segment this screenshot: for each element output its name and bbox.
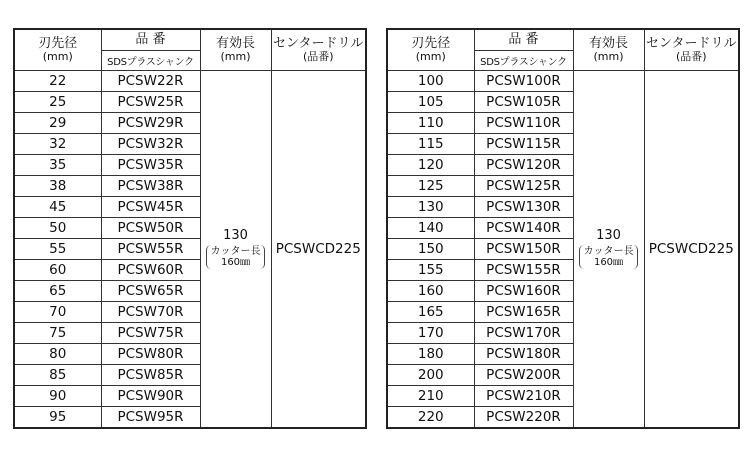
size-cell: 180 bbox=[387, 344, 474, 365]
size-cell: 100 bbox=[387, 71, 474, 92]
part-number-cell: PCSW150R bbox=[474, 239, 573, 260]
shank-header: SDSプラスシャンク bbox=[474, 50, 573, 71]
center-drill-cell: PCSWCD225 bbox=[644, 71, 739, 429]
center-drill-header-sub: (品番) bbox=[302, 50, 334, 63]
size-cell: 155 bbox=[387, 260, 474, 281]
size-cell: 115 bbox=[387, 134, 474, 155]
table-row bbox=[14, 71, 366, 92]
size-cell: 125 bbox=[387, 176, 474, 197]
spec-table-left-body bbox=[14, 71, 366, 429]
effective-length-header-label: 有効長 bbox=[588, 36, 628, 51]
center-drill-cell: PCSWCD225 bbox=[271, 71, 366, 429]
size-header bbox=[14, 29, 101, 71]
size-cell: 29 bbox=[14, 113, 101, 134]
size-cell: 45 bbox=[14, 197, 101, 218]
shank-header: SDSプラスシャンク bbox=[101, 50, 200, 71]
spec-table-right bbox=[386, 28, 740, 429]
size-header bbox=[387, 29, 474, 71]
part-no-header: 品 番 bbox=[101, 29, 200, 50]
cutter-length-value: 160㎜ bbox=[593, 257, 624, 268]
size-cell: 85 bbox=[14, 365, 101, 386]
size-header-unit: (mm) bbox=[42, 50, 73, 63]
part-number-cell: PCSW125R bbox=[474, 176, 573, 197]
size-cell: 140 bbox=[387, 218, 474, 239]
cutter-length-note bbox=[579, 245, 639, 269]
part-number-cell: PCSW80R bbox=[101, 344, 200, 365]
size-cell: 130 bbox=[387, 197, 474, 218]
size-header-unit: (mm) bbox=[415, 50, 446, 63]
center-drill-header bbox=[644, 29, 739, 71]
part-number-cell: PCSW110R bbox=[474, 113, 573, 134]
effective-length-cell bbox=[200, 71, 271, 429]
size-cell: 105 bbox=[387, 92, 474, 113]
effective-length-header-label: 有効長 bbox=[215, 36, 255, 51]
spec-table-right-body bbox=[387, 71, 739, 429]
part-number-cell: PCSW90R bbox=[101, 386, 200, 407]
size-header-label: 刃先径 bbox=[38, 36, 78, 51]
center-drill-header-label: センタードリル bbox=[646, 36, 737, 51]
size-cell: 22 bbox=[14, 71, 101, 92]
size-cell: 35 bbox=[14, 155, 101, 176]
size-cell: 90 bbox=[14, 386, 101, 407]
part-number-cell: PCSW105R bbox=[474, 92, 573, 113]
size-cell: 120 bbox=[387, 155, 474, 176]
size-cell: 32 bbox=[14, 134, 101, 155]
effective-length-header bbox=[200, 29, 271, 71]
part-no-header: 品 番 bbox=[474, 29, 573, 50]
center-drill-header bbox=[271, 29, 366, 71]
effective-length-value: 130 bbox=[223, 228, 248, 243]
part-number-cell: PCSW200R bbox=[474, 365, 573, 386]
part-number-cell: PCSW220R bbox=[474, 407, 573, 429]
part-number-cell: PCSW170R bbox=[474, 323, 573, 344]
size-cell: 75 bbox=[14, 323, 101, 344]
size-cell: 70 bbox=[14, 302, 101, 323]
part-number-cell: PCSW100R bbox=[474, 71, 573, 92]
effective-length-cell bbox=[573, 71, 644, 429]
part-number-cell: PCSW115R bbox=[474, 134, 573, 155]
size-cell: 38 bbox=[14, 176, 101, 197]
part-number-cell: PCSW35R bbox=[101, 155, 200, 176]
size-cell: 200 bbox=[387, 365, 474, 386]
part-number-cell: PCSW130R bbox=[474, 197, 573, 218]
part-number-cell: PCSW29R bbox=[101, 113, 200, 134]
size-cell: 95 bbox=[14, 407, 101, 429]
part-number-cell: PCSW25R bbox=[101, 92, 200, 113]
size-cell: 160 bbox=[387, 281, 474, 302]
part-number-cell: PCSW165R bbox=[474, 302, 573, 323]
spec-table-left bbox=[13, 28, 367, 429]
part-number-cell: PCSW85R bbox=[101, 365, 200, 386]
part-number-cell: PCSW120R bbox=[474, 155, 573, 176]
center-drill-header-label: センタードリル bbox=[273, 36, 364, 51]
cutter-length-label: カッター長 bbox=[583, 246, 634, 257]
part-number-cell: PCSW45R bbox=[101, 197, 200, 218]
size-cell: 65 bbox=[14, 281, 101, 302]
part-number-cell: PCSW60R bbox=[101, 260, 200, 281]
effective-length-header-unit: (mm) bbox=[593, 50, 624, 63]
size-cell: 50 bbox=[14, 218, 101, 239]
cutter-length-label: カッター長 bbox=[210, 246, 261, 257]
part-number-cell: PCSW38R bbox=[101, 176, 200, 197]
center-drill-header-sub: (品番) bbox=[675, 50, 707, 63]
size-cell: 80 bbox=[14, 344, 101, 365]
cutter-length-value: 160㎜ bbox=[220, 257, 251, 268]
effective-length-value: 130 bbox=[596, 228, 621, 243]
part-number-cell: PCSW140R bbox=[474, 218, 573, 239]
part-number-cell: PCSW32R bbox=[101, 134, 200, 155]
effective-length-header-unit: (mm) bbox=[220, 50, 251, 63]
part-number-cell: PCSW95R bbox=[101, 407, 200, 429]
size-cell: 25 bbox=[14, 92, 101, 113]
cutter-length-note bbox=[206, 245, 266, 269]
size-cell: 150 bbox=[387, 239, 474, 260]
size-header-label: 刃先径 bbox=[411, 36, 451, 51]
part-number-cell: PCSW210R bbox=[474, 386, 573, 407]
part-number-cell: PCSW55R bbox=[101, 239, 200, 260]
part-number-cell: PCSW180R bbox=[474, 344, 573, 365]
effective-length-header bbox=[573, 29, 644, 71]
size-cell: 110 bbox=[387, 113, 474, 134]
size-cell: 165 bbox=[387, 302, 474, 323]
part-number-cell: PCSW22R bbox=[101, 71, 200, 92]
part-number-cell: PCSW70R bbox=[101, 302, 200, 323]
table-row bbox=[387, 71, 739, 92]
part-number-cell: PCSW50R bbox=[101, 218, 200, 239]
part-number-cell: PCSW155R bbox=[474, 260, 573, 281]
part-number-cell: PCSW65R bbox=[101, 281, 200, 302]
part-number-cell: PCSW160R bbox=[474, 281, 573, 302]
part-number-cell: PCSW75R bbox=[101, 323, 200, 344]
size-cell: 170 bbox=[387, 323, 474, 344]
size-cell: 220 bbox=[387, 407, 474, 429]
size-cell: 55 bbox=[14, 239, 101, 260]
size-cell: 60 bbox=[14, 260, 101, 281]
size-cell: 210 bbox=[387, 386, 474, 407]
